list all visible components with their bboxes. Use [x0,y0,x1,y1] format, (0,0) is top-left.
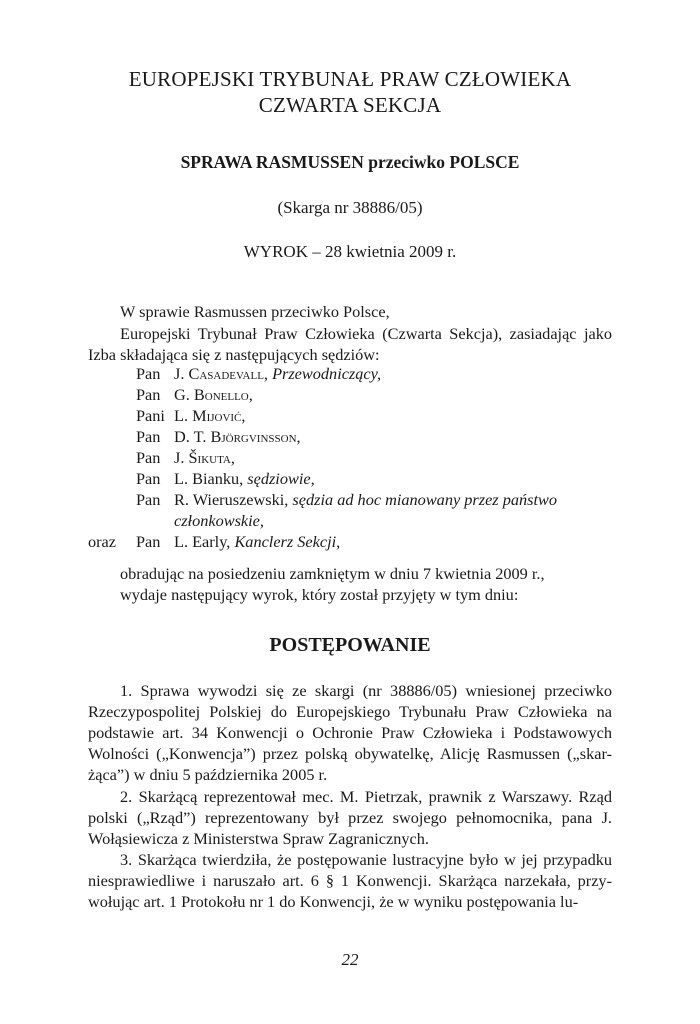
page-number: 22 [341,950,359,969]
paragraph-2: 2. Skarżącą reprezentował mec. M. Pietrzak, prawnik z Warszawy. Rząd polski („Rząd”) reprezentowany był przez swojego pełnomocnika, pana J. Wołąsiewicza z Ministerstwa Spraw Zagranicznych. [88,787,612,848]
intro-line-2: Europejski Trybunał Praw Człowieka (Czwarta Sekcja), zasiadając jako Izba składająca się z następujących sędziów: [88,324,612,364]
judge-separator: , [241,406,246,425]
judge-name-first: J. C [174,364,200,383]
judge-row [88,405,618,426]
judge-role: Kanclerz Sekcji, [234,532,341,551]
judge-name [174,363,618,384]
judge-role-continuation: członkowskie, [174,511,264,530]
judge-name-smallcaps: ikuta [197,448,231,467]
judge-row [88,531,618,552]
judge-title: Pan [136,427,161,446]
judge-separator: , [263,364,273,383]
judge-name [174,384,618,405]
judge-row [88,426,618,447]
judge-name-first: D. T. B [174,427,222,446]
case-title: SPRAWA RASMUSSEN przeciwko POLSCE [180,152,520,172]
judge-name-first: L. M [174,406,207,425]
judge-name [174,531,618,552]
judge-separator: , [226,532,235,551]
deliberation-line-1: obradując na posiedzeniu zamkniętym w dniu 7 kwietnia 2009 r., [120,564,545,583]
judge-title: Pani [136,406,165,425]
judge-row [88,363,618,384]
deliberation-line-2: wydaje następujący wyrok, który został przyjęty w tym dniu: [120,585,519,604]
judge-row [88,489,618,510]
judge-name-first: G. B [174,385,205,404]
judge-name [174,468,618,489]
judge-title: Pan [136,490,161,509]
judge-name [174,405,618,426]
section-heading: POSTĘPOWANIE [269,634,431,656]
judgment-date: WYROK – 28 kwietnia 2009 r. [243,242,457,261]
judge-name [174,489,618,510]
judge-prefix: oraz [88,532,117,551]
judge-separator: , [239,469,248,488]
judge-name-smallcaps: ijović [206,406,242,425]
judge-role: sędzia ad hoc mianowany przez państwo [292,490,557,509]
paragraph-3: 3. Skarżąca twierdziła, że postępowanie lustracyjne było w jej przypadku niesprawiedliwe i naruszało art. 6 § 1 Konwencji. Skarżąca narzekała, przy-wołując art. 1 Protokołu nr 1 do Konwencji, że w wyniku postępowania lu- [88,850,612,911]
intro-line-1: W sprawie Rasmussen przeciwko Polsce, [120,302,390,321]
paragraph-1: 1. Sprawa wywodzi się ze skargi (nr 38886/05) wniesionej przeciwko Rzeczypospolitej Polskiej do Europejskiego Trybunału Praw Człowieka na podstawie art. 34 Konwencji o Ochronie Praw Człowieka i Podstawowych Wolności („Konwencja”) przez polską obywatelkę, Alicję Rasmussen („skar-żąca”) w dniu 5 października 2005 r. [88,681,612,784]
judge-title: Pan [136,532,161,551]
judge-separator: , [296,427,301,446]
judge-name-first: L. Bianku [174,469,240,488]
application-number: (Skarga nr 38886/05) [277,198,423,217]
judge-row [88,384,618,405]
judge-row [88,468,618,489]
section-name: CZWARTA SEKCJA [258,93,442,117]
judge-separator: , [230,448,235,467]
judge-title: Pan [136,469,161,488]
judge-name-smallcaps: jörgvinsson [221,427,297,446]
judge-name-smallcaps: onello [204,385,249,404]
judge-title: Pan [136,364,161,383]
judge-row [88,447,618,468]
judge-name-first: J. Š [174,448,198,467]
judge-name-first: L. Early [174,532,227,551]
judge-name-smallcaps: asadevall [199,364,264,383]
judge-name [174,447,618,468]
judge-separator: , [248,385,253,404]
judge-name-first: R. Wieruszewski [174,490,285,509]
judge-name [174,426,618,447]
judge-title: Pan [136,448,161,467]
judge-separator: , [284,490,293,509]
judge-title: Pan [136,385,161,404]
judge-role: sędziowie, [247,469,315,488]
court-name: EUROPEJSKI TRYBUNAŁ PRAW CZŁOWIEKA [128,67,572,91]
judge-role: Przewodniczący, [272,364,382,383]
